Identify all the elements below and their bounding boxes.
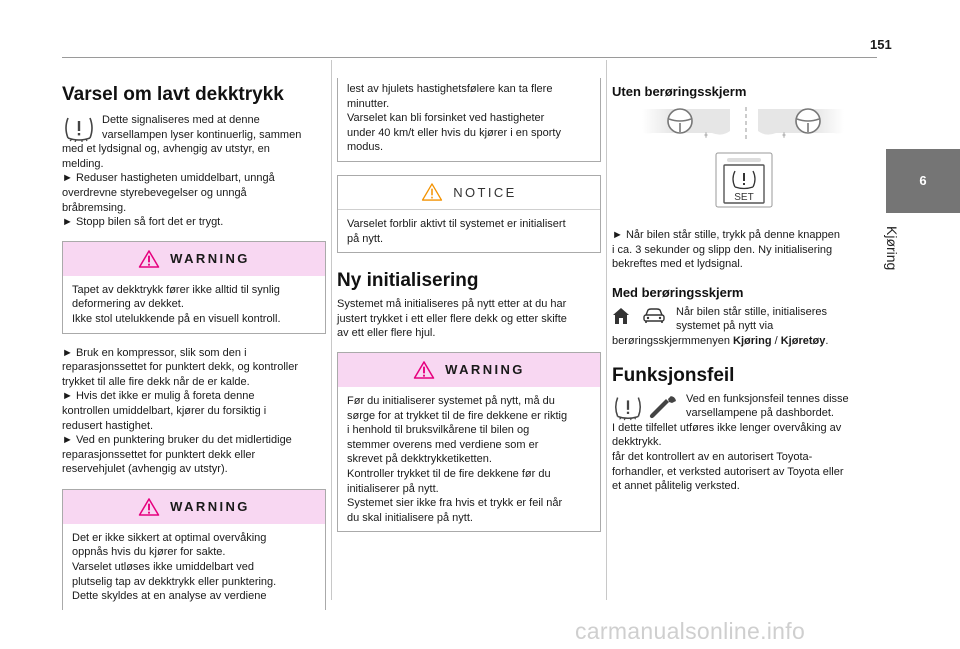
warning-triangle-icon: [413, 361, 435, 379]
text-line: reservehjulet (avhengig av utstyr).: [62, 463, 228, 476]
touchscreen-text: [612, 305, 876, 349]
notice-box: [337, 175, 601, 253]
text-line: i henhold til bruksvilkårene til bilen og: [347, 424, 530, 437]
text-line: under 40 km/t eller hvis du kjører i en sporty: [347, 126, 561, 139]
text-line: bekreftes med et lydsignal.: [612, 258, 743, 271]
fault-text: [612, 392, 876, 494]
text-line: Kontroller trykket til de fire dekkene før du: [347, 467, 551, 480]
warning-continued-box: [337, 78, 601, 162]
text-line: reparasjonssettet for punktert dekk eller: [62, 448, 256, 461]
fault-icons: [612, 393, 678, 421]
intro-text: [337, 297, 601, 341]
text-line: på nytt.: [347, 232, 384, 245]
warning-title: WARNING: [170, 499, 250, 515]
steering-wheel-left-icon: [642, 109, 730, 138]
warning-triangle-icon: [138, 498, 160, 516]
warning-box: [62, 241, 326, 334]
text-line: oppnås hvis du kjører for sakte.: [72, 546, 226, 559]
text-line: Før du initialiserer systemet på nytt, må du: [347, 394, 555, 407]
car-icon: [642, 307, 666, 325]
column-1: [62, 62, 326, 610]
text-line: I dette tilfellet utføres ikke lenger overvåking av: [612, 421, 842, 434]
text-line: plutselig tap av dekktrykk eller punktering.: [72, 575, 277, 588]
sentence-end: .: [825, 334, 829, 347]
text-line: i ca. 3 sekunder og slipp den. Ny initialisering: [612, 243, 833, 256]
text-line: overdrevne styrebevegelser og unngå: [62, 186, 247, 199]
warning-title: WARNING: [170, 251, 250, 267]
text-line: et annet pålitelig verksted.: [612, 480, 740, 493]
text-line: får det kontrollert av en autorisert Toyota-: [612, 450, 813, 463]
dashboard-illustration: [612, 105, 876, 223]
column-divider: [331, 60, 332, 600]
warning-triangle-icon: [138, 250, 160, 268]
notice-triangle-icon: [421, 183, 443, 201]
top-rule: [62, 57, 877, 58]
text-line: Varselet utløses ikke umiddelbart ved: [72, 561, 254, 574]
text-line: systemet på nytt via: [676, 320, 774, 333]
warning-body: [63, 524, 325, 610]
column-2: [337, 62, 601, 532]
text-line: stemmer overens med verdiene som er: [347, 438, 539, 451]
text-line: forhandler, et verksted autorisert av Toyota eller: [612, 465, 844, 478]
text-line: med et lydsignal og, avhengig av utstyr, en: [62, 143, 270, 156]
warning-header: [63, 490, 325, 524]
text-line: ► Stopp bilen så fort det er trygt.: [62, 216, 224, 229]
section-title: Ny initialisering: [337, 270, 479, 292]
text-line: deformering av dekket.: [72, 298, 184, 311]
menu-vehicle: Kjøretøy: [780, 334, 826, 347]
warning-body: [338, 387, 600, 531]
section-title: Varsel om lavt dekktrykk: [62, 84, 284, 105]
text-line: Dette skyldes at en analyse av verdiene: [72, 590, 267, 603]
warning-header: [338, 353, 600, 387]
warning-body: [63, 276, 325, 333]
text-line: Tapet av dekktrykk fører ikke alltid til synlig: [72, 283, 280, 296]
text-line: lest av hjulets hastighetsfølere kan ta flere: [347, 83, 553, 95]
text-line: Varselet forblir aktivt til systemet er initialisert: [347, 217, 566, 230]
text-line: du skal initialisere på nytt.: [347, 511, 473, 524]
steering-wheel-right-icon: [758, 109, 844, 138]
text-line: ► Reduser hastigheten umiddelbart, unngå: [62, 172, 275, 185]
text-line: ► Ved en punktering bruker du det midlertidige: [62, 434, 292, 447]
warning-header: [63, 242, 325, 276]
subsection-title: Med berøringsskjerm: [612, 284, 744, 300]
text-line: Ikke stol utelukkende på en visuell kontroll.: [72, 312, 281, 325]
text-line: av ett eller flere hjul.: [337, 327, 436, 340]
text-line: [612, 334, 876, 349]
text-line: sørge for at trykket til de fire dekkene er riktig: [347, 409, 568, 422]
warning-title: WARNING: [445, 362, 525, 378]
home-icon: [612, 307, 630, 325]
text-line: varsellampen lyser kontinuerlig, sammen: [102, 128, 302, 141]
text-line: ► Når bilen står stille, trykk på denne knappen: [612, 229, 840, 241]
text-line: minutter.: [347, 97, 390, 110]
text-line: redusert hastighet.: [62, 419, 154, 432]
instruction-text: [612, 228, 876, 272]
subsection-title: Uten berøringsskjerm: [612, 84, 747, 99]
warning-box: [337, 352, 601, 532]
text-line: initialiserer på nytt.: [347, 482, 439, 495]
touchscreen-icons: [612, 307, 666, 325]
section-title: Funksjonsfeil: [612, 364, 735, 386]
warning-body: [338, 78, 600, 161]
intro-text: [62, 113, 326, 230]
text-line: skrevet på dekktrykketiketten.: [347, 453, 492, 466]
text-line: Når bilen står stille, initialiseres: [676, 305, 827, 318]
chapter-label: Kjøring: [884, 226, 900, 271]
text-line: Systemet sier ikke fra hvis et trykk er feil når: [347, 497, 563, 510]
set-button-label: SET: [734, 192, 754, 203]
notice-header: [338, 176, 600, 210]
text-line: Dette signaliseres med at denne: [102, 114, 260, 126]
column-divider: [606, 60, 607, 600]
wrench-icon: [648, 393, 678, 421]
chapter-tab[interactable]: 6: [886, 149, 960, 213]
notice-title: NOTICE: [453, 184, 517, 200]
text-line: modus.: [347, 141, 384, 154]
text-line: reparasjonssettet for punktert dekk, og kontroller: [62, 361, 299, 374]
text-line: dekktrykk.: [612, 436, 662, 449]
text-line: Systemet må initialiseres på nytt etter at du har: [337, 298, 567, 311]
text-line: trykket til alle fire dekk når de er kalde.: [62, 375, 250, 388]
notice-body: [338, 210, 600, 252]
body-text: [62, 346, 326, 477]
menu-path-prefix: berøringsskjermmenyen: [612, 334, 734, 347]
tire-pressure-warning-icon: [62, 114, 96, 142]
column-3: [612, 62, 876, 494]
text-line: justert trykket i ett eller flere dekk og etter skifte: [337, 312, 567, 325]
menu-driving: Kjøring: [733, 334, 772, 347]
text-line: bråbremsing.: [62, 201, 127, 214]
text-line: ► Bruk en kompressor, slik som den i: [62, 346, 247, 359]
text-line: varsellampene på dashbordet.: [686, 407, 834, 420]
menu-separator: /: [771, 334, 781, 347]
text-line: Det er ikke sikkert at optimal overvåking: [72, 531, 267, 544]
text-line: melding.: [62, 157, 104, 170]
text-line: Varselet kan bli forsinket ved hastigheter: [347, 112, 545, 125]
text-line: ► Hvis det ikke er mulig å foreta denne: [62, 390, 255, 403]
tire-pressure-warning-icon: [612, 393, 644, 421]
page-number: 151: [870, 37, 892, 52]
warning-box: [62, 489, 326, 610]
text-line: kontrollen umiddelbart, kjører du forsiktig i: [62, 404, 267, 417]
text-line: Ved en funksjonsfeil tennes disse: [686, 392, 849, 405]
watermark: carmanualsonline.info: [575, 618, 806, 644]
